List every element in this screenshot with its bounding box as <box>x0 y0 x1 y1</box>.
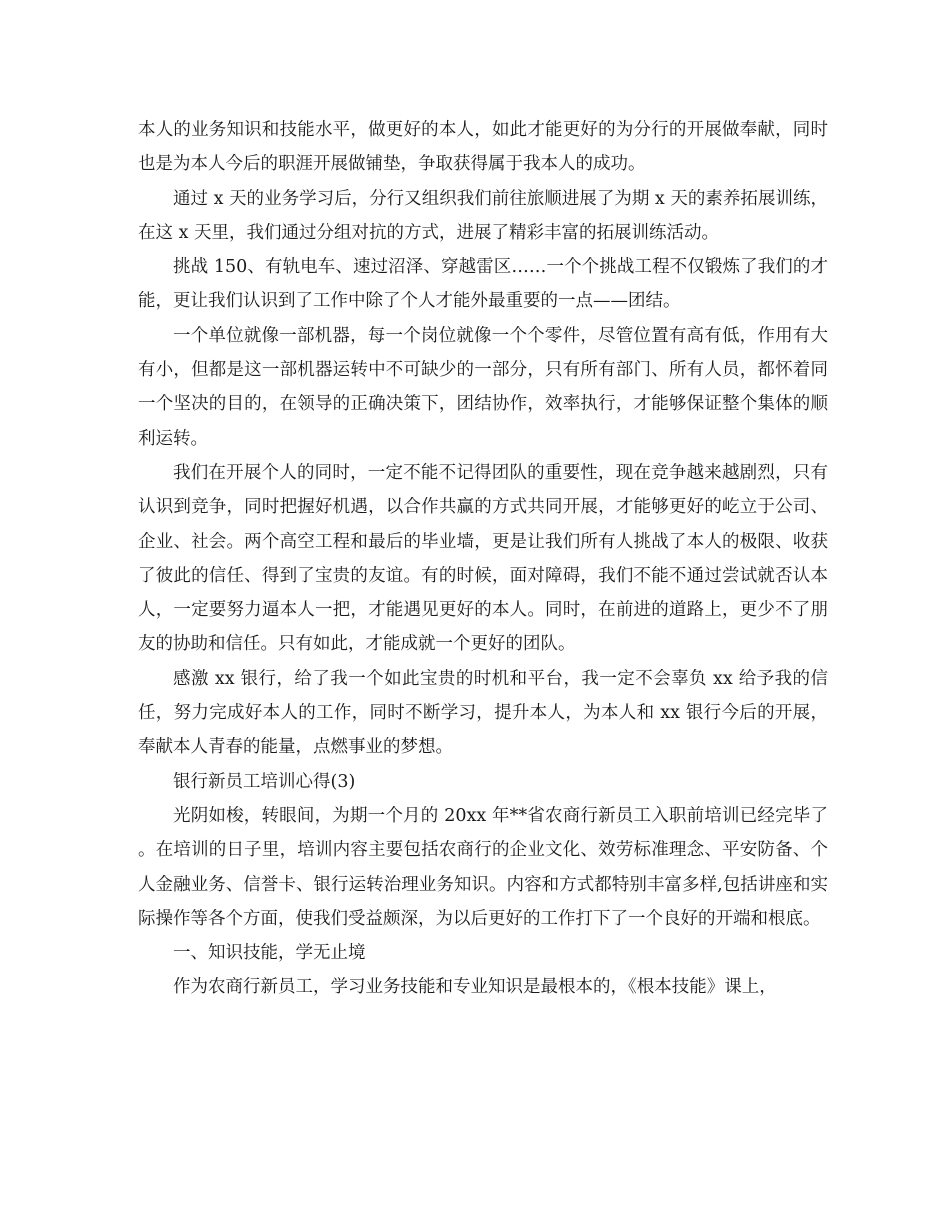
paragraph-machine-analogy: 一个单位就像一部机器，每一个岗位就像一个个零件，尽管位置有高有低，作用有大有小，但都是这一部机器运转中不可缺少的一部分，只有所有部门、所有人员，都怀着同一个坚决的目的，在领导的正确决策下，团结协作，效率执行，才能够保证整个集体的顺利运转。 <box>138 325 828 449</box>
paragraph-skills: 作为农商行新员工，学习业务技能和专业知识是最根本的，《根本技能》课上， <box>173 977 777 998</box>
paragraph-training-overview: 光阴如梭，转眼间，为期一个月的 20xx 年**省农商行新员工入职前培训已经完毕了。在培训的日子里，培训内容主要包括农商行的企业文化、效劳标准理念、平安防备、个人金融业务、信誉卡、银行运转治理业务知识。内容和方式都特别丰富多样,包括讲座和实际操作等各个方面，使我们受益颇深，为以后更好的工作打下了一个良好的开端和根底。 <box>138 805 828 929</box>
paragraph-challenges: 挑战 150、有轨电车、速过沼泽、穿越雷区……一个个挑战工程不仅锻炼了我们的才能，更让我们认识到了工作中除了个人才能外最重要的一点——团结。 <box>138 257 828 312</box>
document-page <box>138 113 828 1005</box>
paragraph-continuation: 本人的业务知识和技能水平，做更好的本人，如此才能更好的为分行的开展做奉献，同时也是为本人今后的职涯开展做铺垫，争取获得属于我本人的成功。 <box>138 120 828 175</box>
paragraph-business-study: 通过 x 天的业务学习后，分行又组织我们前往旅顺进展了为期 x 天的素养拓展训练，在这 x 天里，我们通过分组对抗的方式，进展了精彩丰富的拓展训练活动。 <box>138 188 828 243</box>
section-heading-knowledge: 一、知识技能，学无止境 <box>173 943 366 964</box>
paragraph-gratitude: 感激 xx 银行，给了我一个如此宝贵的时机和平台，我一定不会辜负 xx 给予我的信任，努力完成好本人的工作，同时不断学习，提升本人，为本人和 xx 银行今后的开展，奉献本人青春的能量，点燃事业的梦想。 <box>138 668 828 758</box>
section-title: 银行新员工培训心得(3) <box>173 771 356 792</box>
paragraph-teamwork: 我们在开展个人的同时，一定不能不记得团队的重要性，现在竞争越来越剧烈，只有认识到竞争，同时把握好机遇，以合作共赢的方式共同开展，才能够更好的屹立于公司、企业、社会。两个高空工程和最后的毕业墙，更是让我们所有人挑战了本人的极限、收获了彼此的信任、得到了宝贵的友谊。有的时候，面对障碍，我们不能不通过尝试就否认本人，一定要努力逼本人一把，才能遇见更好的本人。同时，在前进的道路上，更少不了朋友的协助和信任。只有如此，才能成就一个更好的团队。 <box>138 462 828 655</box>
